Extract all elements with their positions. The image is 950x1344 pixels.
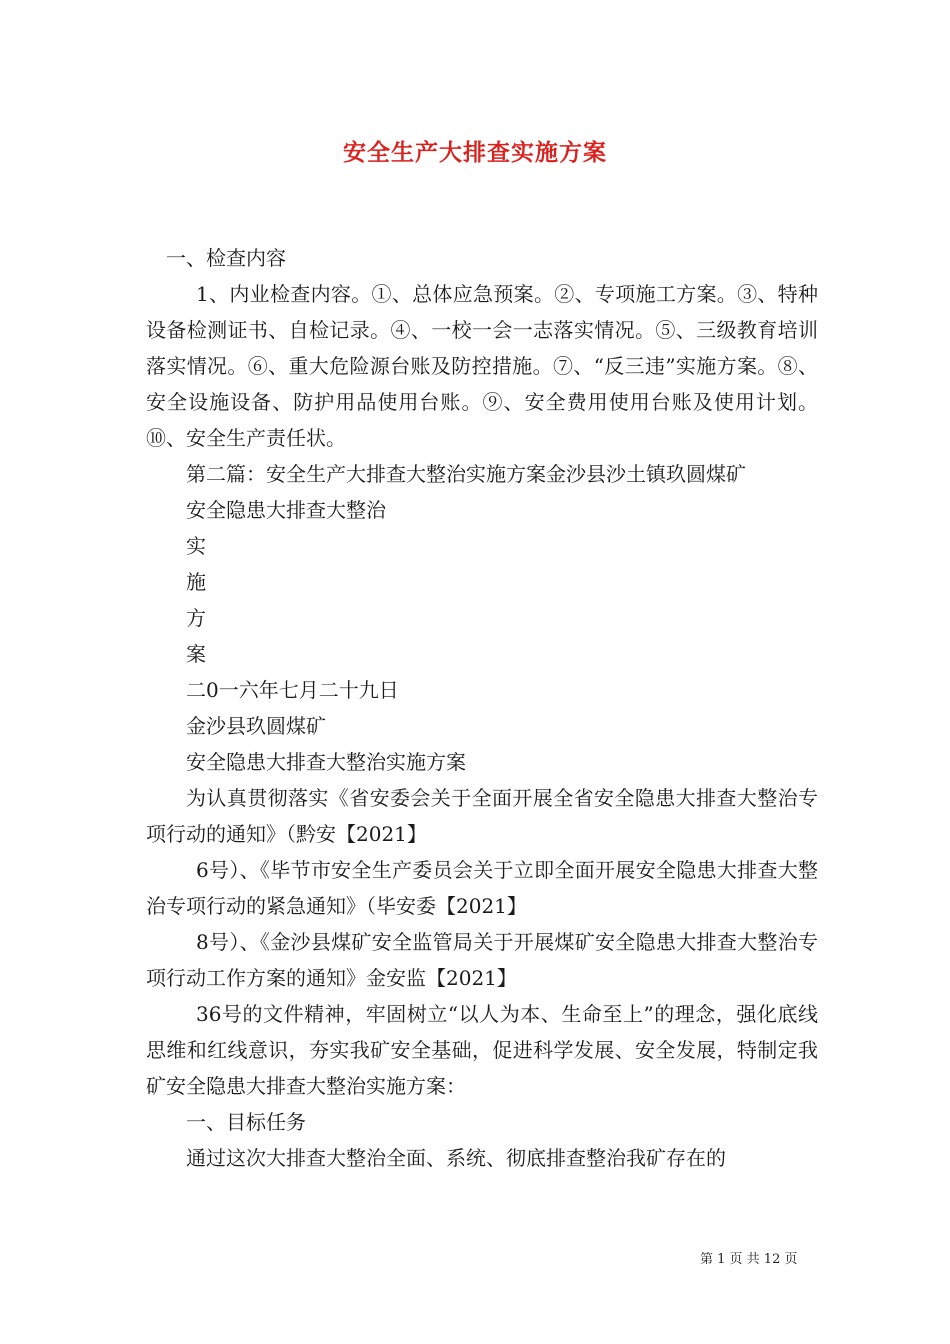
paragraph-cover-char: 方	[186, 606, 206, 630]
paragraph-inspection-items: 1、内业检查内容。①、总体应急预案。②、专项施工方案。③、特种设备检测证书、自检记录。④、一校一会一志落实情况。⑤、三级教育培训落实情况。⑥、重大危险源台账及防控措施。⑦、“反三违”实施方案。⑧、安全设施设备、防护用品使用台账。⑨、安全费用使用台账及使用计划。⑩、安全生产责任状。	[146, 282, 818, 450]
paragraph-organization: 金沙县玖圆煤矿	[186, 714, 326, 738]
paragraph-body: 为认真贯彻落实《省安委会关于全面开展全省安全隐患大排查大整治专项行动的通知》（黔安【2021】	[146, 786, 818, 846]
paragraph-body: 36号的文件精神，牢固树立“以人为本、生命至上”的理念，强化底线思维和红线意识，夯实我矿安全基础，促进科学发展、安全发展，特制定我矿安全隐患大排查大整治实施方案：	[146, 1002, 818, 1098]
paragraph-body: 8号）、《金沙县煤矿安全监管局关于开展煤矿安全隐患大排查大整治专项行动工作方案的通知》金安监【2021】	[146, 930, 818, 990]
paragraph-cover-char: 实	[186, 534, 206, 558]
paragraph-cover-char: 案	[186, 642, 206, 666]
page-number-footer: 第 1 页 共 12 页	[700, 1252, 798, 1267]
paragraph-plan-title: 安全隐患大排查大整治实施方案	[186, 750, 466, 774]
paragraph-section-heading: 一、检查内容	[166, 246, 286, 270]
paragraph-cover-line: 安全隐患大排查大整治	[186, 498, 386, 522]
document-body	[146, 240, 818, 1176]
document-title: 安全生产大排查实施方案	[343, 139, 607, 166]
paragraph-body: 通过这次大排查大整治全面、系统、彻底排查整治我矿存在的	[186, 1146, 726, 1170]
paragraph-cover-char: 施	[186, 570, 206, 594]
paragraph-second-article-title: 第二篇：安全生产大排查大整治实施方案金沙县沙土镇玖圆煤矿	[186, 462, 746, 486]
paragraph-date: 二0一六年七月二十九日	[186, 678, 399, 702]
paragraph-section-heading: 一、目标任务	[186, 1110, 306, 1134]
paragraph-body: 6号）、《毕节市安全生产委员会关于立即全面开展安全隐患大排查大整治专项行动的紧急通知》（毕安委【2021】	[146, 858, 818, 918]
